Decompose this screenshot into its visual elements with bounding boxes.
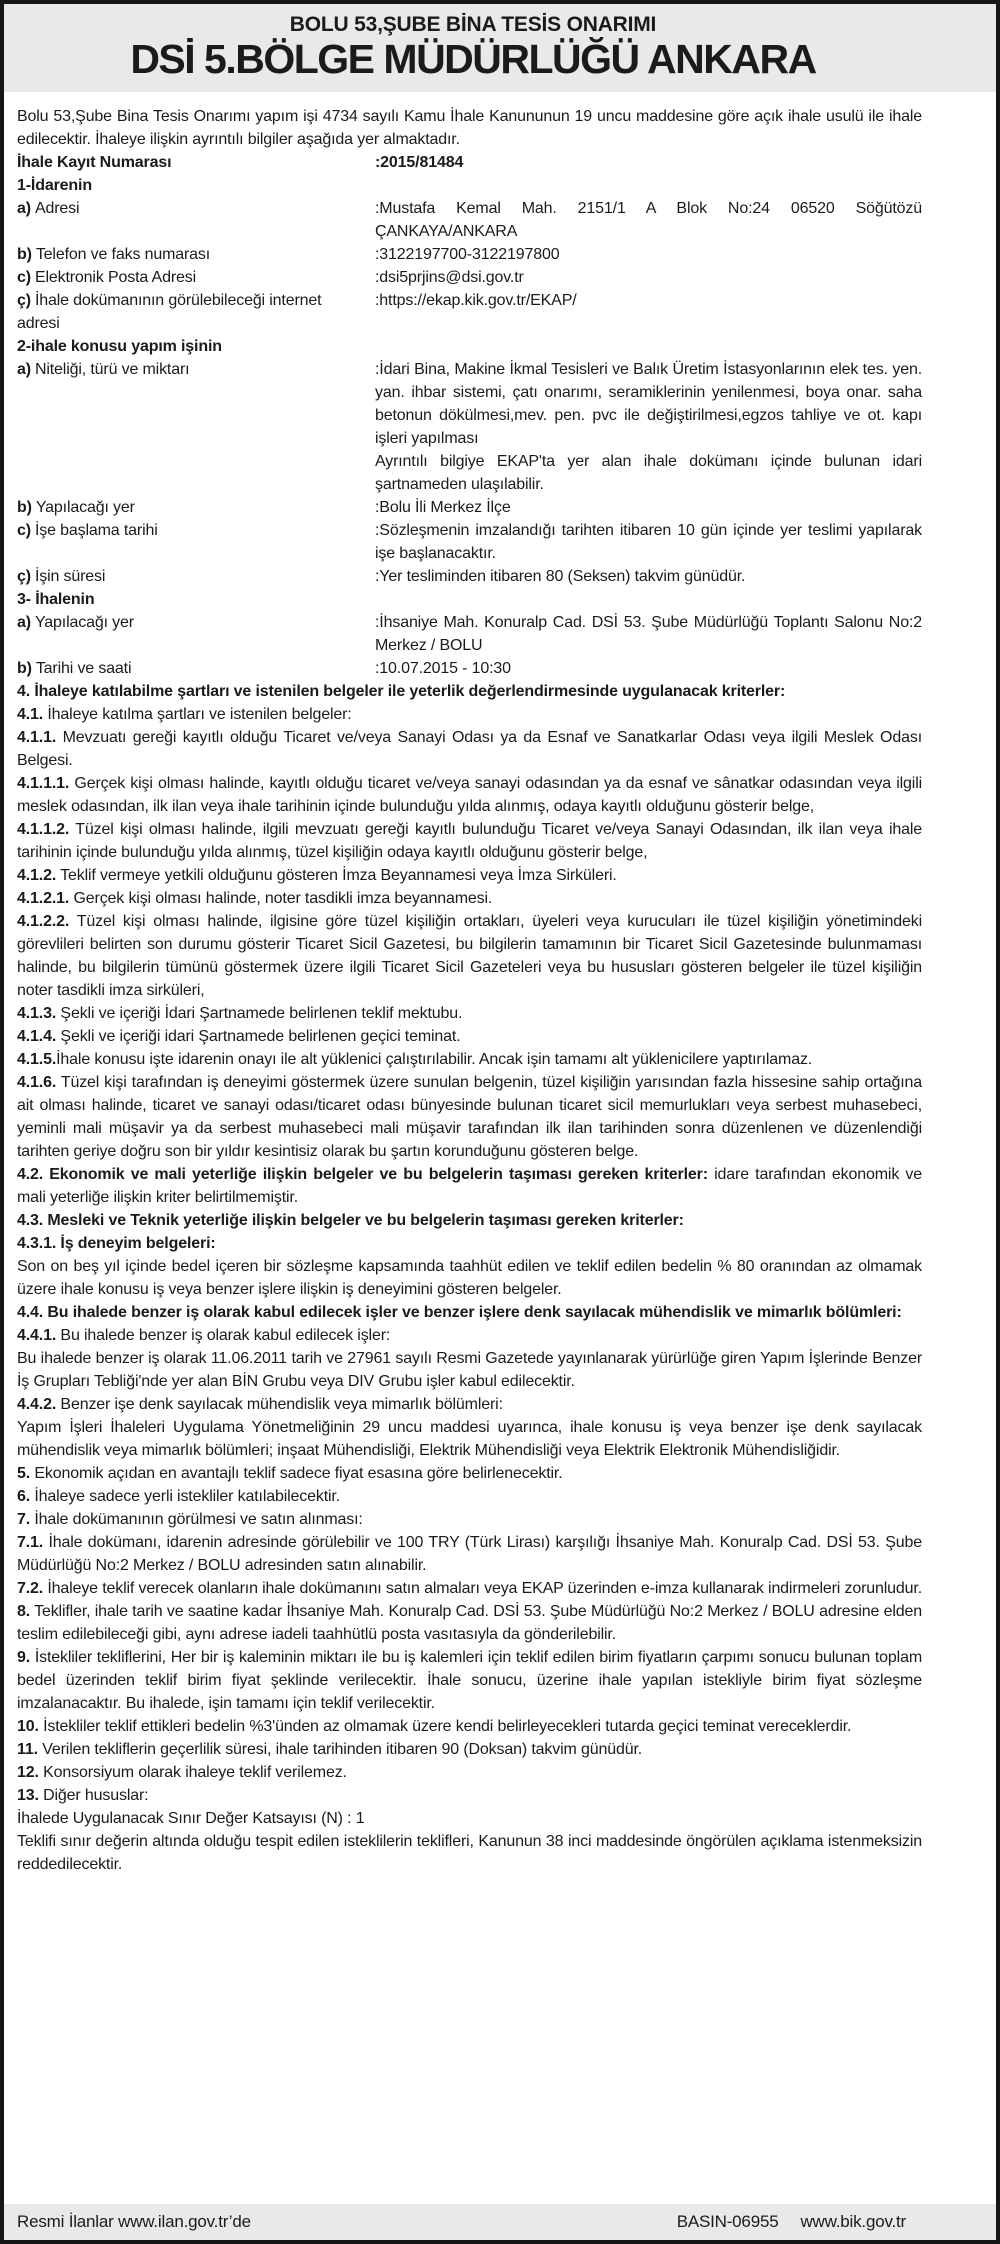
row-letter: ç)	[17, 292, 31, 309]
clause-4-4-2-body	[17, 1416, 922, 1462]
clause-text: Gerçek kişi olması halinde, kayıtlı olduğu ticaret ve/veya sanayi odasından ya da esnaf ve sânatkar odasından veya ilgili meslek odasından, ilk ilan veya ihale tarihinin içinde bulunduğu yılda alınmış, odaya kayıtlı olduğunu gösterir belge,	[17, 775, 922, 815]
row-label-text: Tarihi ve saati	[35, 660, 132, 677]
clause-text: idare tarafından ekonomik ve mali yeterliğe ilişkin kriter belirtilmemiştir.	[17, 1166, 922, 1206]
clause-4-1-6	[17, 1071, 922, 1163]
clause-text: İhale konusu işte idarenin onayı ile alt yüklenici çalıştırılabilir. Ancak işin tamamı alt yüklenicilere yaptırılamaz.	[56, 1051, 813, 1068]
clause-number: 9.	[17, 1649, 31, 1666]
clause-number: 5.	[17, 1465, 31, 1482]
row-phone-value: :3122197700-3122197800	[375, 246, 560, 263]
registry-number-value: :2015/81484	[375, 154, 464, 171]
clause-4-4-1-body	[17, 1347, 922, 1393]
clause-number: 4.1.2.2.	[17, 913, 70, 930]
announcement-title: DSİ 5.BÖLGE MÜDÜRLÜĞÜ ANKARA	[130, 36, 816, 82]
clause-4-1-2-2	[17, 910, 922, 1002]
clause-number: 4.2. Ekonomik ve mali yeterliğe ilişkin belgeler ve bu belgelerin taşıması gereken kriterler:	[17, 1166, 708, 1183]
clause-4-1-1-1	[17, 772, 922, 818]
clause-number: 4.1.6.	[17, 1074, 57, 1091]
clause-text: Şekli ve içeriği idari Şartnamede belirlenen geçici teminat.	[56, 1028, 461, 1045]
row-nature-value	[375, 358, 922, 496]
section-3-heading: 3- İhalenin	[17, 591, 95, 608]
clause-text: Tüzel kişi olması halinde, ilgili mevzuatı gereği kayıtlı bulunduğu Ticaret ve/veya Sanayi Odasından, ilk ilan veya ihale tarihinin içinde bulunduğu yılda alınmış, tüzel kişiliğin odaya kayıtlı olduğunu gösterir belge,	[17, 821, 922, 861]
clause-text: Teklif vermeye yetkili olduğunu gösteren İmza Beyannamesi veya İmza Sirküleri.	[56, 867, 617, 884]
row-nature-value-note: Ayrıntılı bilgiye EKAP'ta yer alan ihale dokümanı içinde bulunan idari şartnameden ulaşılabilir.	[375, 453, 922, 493]
announcement-subtitle: BOLU 53,ŞUBE BİNA TESİS ONARIMI	[289, 13, 657, 36]
bik-url: www.bik.gov.tr	[800, 2212, 906, 2231]
clause-number: 4.1.5.	[17, 1051, 57, 1068]
clause-text: İhaleye sadece yerli istekliler katılabilecektir.	[30, 1488, 341, 1505]
row-letter: ç)	[17, 568, 31, 585]
row-letter: a)	[17, 614, 31, 631]
clause-number: 4.1.2.	[17, 867, 57, 884]
row-duration-label	[17, 565, 375, 588]
row-label-text: Niteliği, türü ve miktarı	[34, 361, 190, 378]
clause-text: Teklifler, ihale tarih ve saatine kadar İhsaniye Mah. Konuralp Cad. DSİ 53. Şube Müdürlüğü No:2 Merkez / BOLU adresine elden teslim edilebileceği gibi, aynı adrese iadeli taahhütlü posta vasıtasıyla da gönderilebilir.	[17, 1603, 922, 1643]
row-tenderdate-label	[17, 657, 375, 680]
spacer-cell	[375, 588, 922, 611]
spacer-cell	[375, 174, 922, 197]
row-worksite-value: :Bolu İli Merkez İlçe	[375, 499, 511, 516]
clause-text: Ekonomik açıdan en avantajlı teklif sadece fiyat esasına göre belirlenecektir.	[30, 1465, 563, 1482]
clause-text: İstekliler tekliflerini, Her bir iş kaleminin miktarı ile bu iş kalemleri için teklif edilen birim fiyatların çarpımı sonucu bulunan toplam bedel üzerinden teklif birim fiyat şeklinde verilecektir. İhale sonucu, üzerine ihale yapılan istekliyle birim fiyat sözleşme imzalanacaktır. Bu ihalede, işin tamamı için teklif verilecektir.	[17, 1649, 922, 1712]
press-code: BASIN-06955	[676, 2212, 779, 2231]
clause-text: Konsorsiyum olarak ihaleye teklif verilemez.	[38, 1764, 347, 1781]
row-nature-label	[17, 358, 375, 496]
row-letter: b)	[17, 660, 32, 677]
clause-4-2	[17, 1163, 922, 1209]
row-worksite-label	[17, 496, 375, 519]
clause-number: 6.	[17, 1488, 31, 1505]
row-tenderdate-value: :10.07.2015 - 10:30	[375, 660, 511, 677]
clause-4-1-2-1	[17, 887, 922, 910]
clause-number: 4.4. Bu ihalede benzer iş olarak kabul edilecek işler ve benzer işlere denk sayılacak mühendislik ve mimarlık bölümleri:	[17, 1304, 902, 1321]
announcement-body	[4, 92, 996, 1876]
row-nature-value-main: :İdari Bina, Makine İkmal Tesisleri ve Balık Üretim İstasyonlarının elek tes. yen. yan. ihbar sistemi, çatı onarımı, seramiklerinin yenilenmesi, boya onar. saha betonun dökülmesi,mev. pen. pvc ile değiştirilmesi,egzos tahliye ve ot. kapı işleri yapılması	[375, 361, 922, 447]
clause-number: 4.1.1.2.	[17, 821, 70, 838]
clause-10	[17, 1715, 922, 1738]
clause-4-1-1-2	[17, 818, 922, 864]
row-label-text: Adresi	[34, 200, 80, 217]
section-1-heading: 1-İdarenin	[17, 177, 92, 194]
clause-text: Mevzuatı gereği kayıtlı olduğu Ticaret ve/veya Sanayi Odası ya da Esnaf ve Sanatkarlar Odası veya ilgili Meslek Odası Belgesi.	[17, 729, 922, 769]
row-startdate-label	[17, 519, 375, 565]
clause-13	[17, 1784, 922, 1807]
clause-text: Teklifi sınır değerin altında olduğu tespit edilen isteklilerin teklifleri, Kanunun 38 inci maddesinde öngörülen açıklama istenmeksizin reddedilecektir.	[17, 1833, 922, 1873]
clause-number: 4.3. Mesleki ve Teknik yeterliğe ilişkin belgeler ve bu belgelerin taşıması gereken kriterler:	[17, 1212, 684, 1229]
clause-4	[17, 680, 922, 703]
clause-text: İhaleye teklif verecek olanların ihale dokümanını satın almaları veya EKAP üzerinden e-imza kullanarak indirmeleri zorunludur.	[43, 1580, 922, 1597]
clause-text: Şekli ve içeriği İdari Şartnamede belirlenen teklif mektubu.	[56, 1005, 463, 1022]
clause-number: 4.1.1.1.	[17, 775, 70, 792]
clause-text: Bu ihalede benzer iş olarak kabul edilecek işler:	[56, 1327, 391, 1344]
clause-4-3-1-body	[17, 1255, 922, 1301]
spacer-cell	[375, 335, 922, 358]
row-email-value: :dsi5prjins@dsi.gov.tr	[375, 269, 524, 286]
row-address-label	[17, 197, 375, 243]
clause-text: Yapım İşleri İhaleleri Uygulama Yönetmeliğinin 29 uncu maddesi uyarınca, ihale konusu iş veya benzer işe denk sayılacak mühendislik veya mimarlık bölümleri; inşaat Mühendisliği, Elektrik Mühendisliği veya Elektrik Elektronik Mühendisliğidir.	[17, 1419, 922, 1459]
masthead	[4, 4, 996, 92]
clause-11	[17, 1738, 922, 1761]
clause-number: 7.	[17, 1511, 31, 1528]
announcement-footer	[4, 2204, 996, 2240]
clause-text: İhale dokümanının görülmesi ve satın alınması:	[30, 1511, 363, 1528]
clause-text: Tüzel kişi tarafından iş deneyimi göstermek üzere sunulan belgenin, tüzel kişiliğin yarısından fazla hissesine sahip ortağına ait olması halinde, ticaret ve sanayi odası/ticaret odası bünyesinde bulunan ticaret sicil memurlukları veya serbest muhasebeci, yeminli mali müşavir ya da serbest muhasebeci mali müşavir tarafından ilk ilan tarihinden sonra düzenlenen ve düzenlendiği tarihten geriye doğru son bir yıldır kesintisiz olarak bu şartın korunduğunu gösteren belge.	[17, 1074, 922, 1160]
row-letter: b)	[17, 246, 32, 263]
clause-number: 10.	[17, 1718, 39, 1735]
row-label-text: Elektronik Posta Adresi	[34, 269, 197, 286]
clause-9	[17, 1646, 922, 1715]
registry-number-label: İhale Kayıt Numarası	[17, 154, 172, 171]
clause-6	[17, 1485, 922, 1508]
row-label-text: İşe başlama tarihi	[34, 522, 158, 539]
clause-text: Benzer işe denk sayılacak mühendislik veya mimarlık bölümleri:	[56, 1396, 503, 1413]
row-address-value: :Mustafa Kemal Mah. 2151/1 A Blok No:24 06520 Söğütözü ÇANKAYA/ANKARA	[375, 200, 922, 240]
row-letter: a)	[17, 200, 31, 217]
clause-number: 4.1.3.	[17, 1005, 57, 1022]
footer-right-group	[677, 2211, 906, 2232]
clause-8	[17, 1600, 922, 1646]
clause-4-1-4	[17, 1025, 922, 1048]
clause-number: 7.1.	[17, 1534, 44, 1551]
row-tenderplace-label	[17, 611, 375, 657]
clause-4-1-5	[17, 1048, 922, 1071]
row-website-label	[17, 289, 375, 335]
row-website-value: :https://ekap.kik.gov.tr/EKAP/	[375, 292, 577, 309]
clause-number: 4.1.4.	[17, 1028, 57, 1045]
clause-number: 11.	[17, 1741, 38, 1758]
row-letter: c)	[17, 269, 31, 286]
row-letter: b)	[17, 499, 32, 516]
clause-4-1	[17, 703, 922, 726]
clause-text: Bu ihalede benzer iş olarak 11.06.2011 tarih ve 27961 sayılı Resmi Gazetede yayınlanarak yürürlüğe giren Yapım İşlerinde Benzer İş Grupları Tebliği'nde yer alan BİN Grubu veya DIV Grubu işler kabul edilecektir.	[17, 1350, 922, 1390]
clause-4-4-2	[17, 1393, 922, 1416]
clause-4-3-1	[17, 1232, 922, 1255]
clause-5	[17, 1462, 922, 1485]
row-tenderplace-value: :İhsaniye Mah. Konuralp Cad. DSİ 53. Şube Müdürlüğü Toplantı Salonu No:2 Merkez / BOLU	[375, 614, 922, 654]
clause-13-limit-coefficient	[17, 1807, 922, 1830]
clause-text: Verilen tekliflerin geçerlilik süresi, ihale tarihinden itibaren 90 (Doksan) takvim günüdür.	[37, 1741, 643, 1758]
clause-text: Diğer hususlar:	[38, 1787, 149, 1804]
clause-7-2	[17, 1577, 922, 1600]
clause-4-1-2	[17, 864, 922, 887]
row-email-label	[17, 266, 375, 289]
clause-7	[17, 1508, 922, 1531]
clause-text: Son on beş yıl içinde bedel içeren bir sözleşme kapsamında taahhüt edilen ve teklif edilen bedelin % 80 oranından az olmamak üzere ihale konusu iş veya benzer işlere ilişkin iş deneyimini gösteren belgeler.	[17, 1258, 922, 1298]
row-label-text: Yapılacağı yer	[34, 614, 134, 631]
clause-7-1	[17, 1531, 922, 1577]
clause-number: 4.4.2.	[17, 1396, 57, 1413]
clause-4-3	[17, 1209, 922, 1232]
row-duration-value: :Yer tesliminden itibaren 80 (Seksen) takvim günüdür.	[375, 568, 746, 585]
official-ads-note: Resmi İlanlar www.ilan.gov.tr’de	[17, 2212, 251, 2231]
clause-number: 4.3.1. İş deneyim belgeleri:	[17, 1235, 216, 1252]
row-label-text: Telefon ve faks numarası	[35, 246, 211, 263]
clause-text: İhalede Uygulanacak Sınır Değer Katsayısı (N) : 1	[17, 1810, 365, 1827]
clause-4-1-1	[17, 726, 922, 772]
clause-number: 7.2.	[17, 1580, 44, 1597]
clause-number: 4. İhaleye katılabilme şartları ve istenilen belgeler ile yeterlik değerlendirmesinde uygulanacak kriterler:	[17, 683, 786, 700]
clause-text: Tüzel kişi olması halinde, ilgisine göre tüzel kişiliğin ortakları, üyeleri veya kurucuları ile tüzel kişiliğin yönetimindeki görevlileri belirten son durumu gösterir Ticaret Sicil Gazetesi, bu bilgilerin tamamının bir Ticaret Sicil Gazetesinde bulunmaması halinde, bu bilgilerin tümünü göstermek üzere ilgili Ticaret Sicil Gazeteleri veya bu hususları gösteren belgeler ile tüzel kişiliğin noter tasdikli imza sirküleri,	[17, 913, 922, 999]
clause-4-4-1	[17, 1324, 922, 1347]
clause-4-4	[17, 1301, 922, 1324]
clause-text: Gerçek kişi olması halinde, noter tasdikli imza beyannamesi.	[69, 890, 493, 907]
numbered-clauses	[17, 680, 922, 1876]
row-letter: a)	[17, 361, 31, 378]
intro-paragraph: Bolu 53,Şube Bina Tesis Onarımı yapım işi 4734 sayılı Kamu İhale Kanununun 19 uncu maddesine göre açık ihale usulü ile ihale edilecektir. İhaleye ilişkin ayrıntılı bilgiler aşağıda yer almaktadır.	[17, 108, 922, 148]
clause-4-1-3	[17, 1002, 922, 1025]
row-label-text: Yapılacağı yer	[35, 499, 135, 516]
clause-text: İhale dokümanı, idarenin adresinde görülebilir ve 100 TRY (Türk Lirası) karşılığı İhsaniye Mah. Konuralp Cad. DSİ 53. Şube Müdürlüğü No:2 Merkez / BOLU adresinden satın alınabilir.	[17, 1534, 922, 1574]
clause-13-rejection-note	[17, 1830, 922, 1876]
clause-12	[17, 1761, 922, 1784]
clause-number: 4.1.1.	[17, 729, 57, 746]
clause-number: 4.1.2.1.	[17, 890, 70, 907]
row-startdate-value: :Sözleşmenin imzalandığı tarihten itibaren 10 gün içinde yer teslimi yapılarak işe başlanacaktır.	[375, 522, 922, 562]
key-value-table	[17, 151, 922, 680]
row-letter: c)	[17, 522, 31, 539]
clause-text: İstekliler teklif ettikleri bedelin %3'ünden az olmamak üzere kendi belirleyecekleri tutarda geçici teminat vereceklerdir.	[38, 1718, 852, 1735]
row-label-text: İhale dokümanının görülebileceği internet adresi	[17, 292, 322, 332]
clause-number: 4.4.1.	[17, 1327, 57, 1344]
section-2-heading: 2-ihale konusu yapım işinin	[17, 338, 222, 355]
clause-number: 12.	[17, 1764, 39, 1781]
clause-number: 8.	[17, 1603, 31, 1620]
clause-number: 4.1.	[17, 706, 44, 723]
clause-text: İhaleye katılma şartları ve istenilen belgeler:	[43, 706, 352, 723]
row-label-text: İşin süresi	[34, 568, 106, 585]
clause-number: 13.	[17, 1787, 39, 1804]
row-phone-label	[17, 243, 375, 266]
